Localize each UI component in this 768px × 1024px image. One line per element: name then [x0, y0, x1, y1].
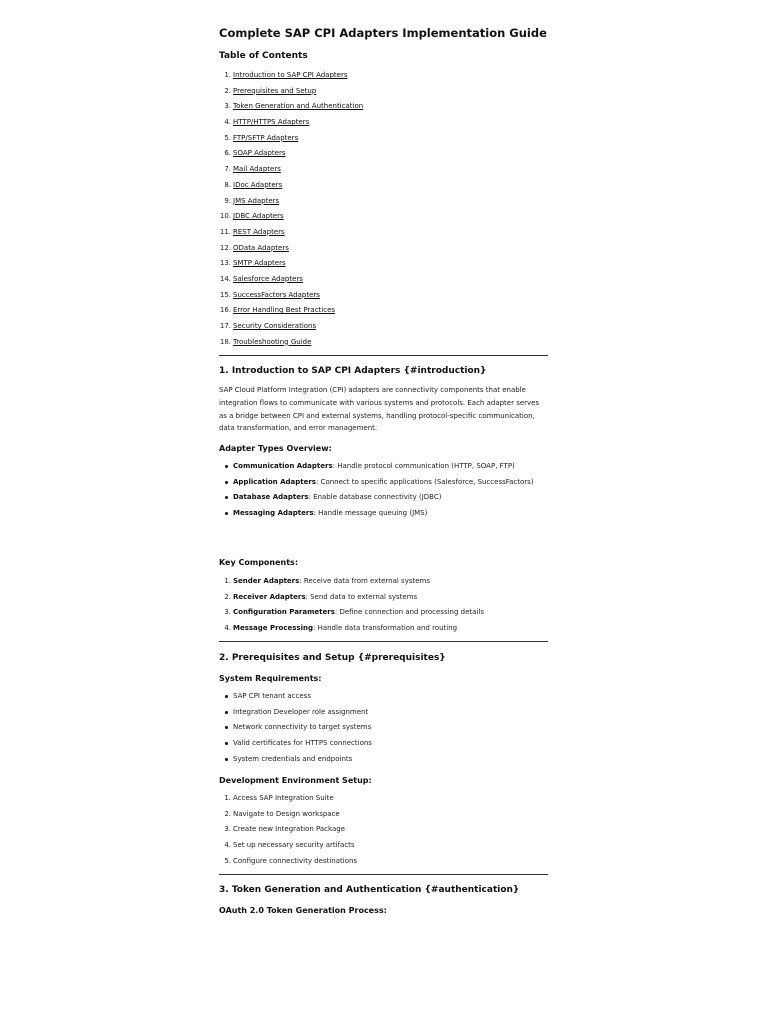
- toc-item[interactable]: 5. FTP/SFTP Adapters: [224, 133, 299, 142]
- list-item: Database Adapters: Enable database connectivity (JDBC): [219, 492, 548, 508]
- oauth-heading: OAuth 2.0 Token Generation Process:: [219, 906, 387, 915]
- toc-link[interactable]: Security Considerations: [233, 322, 317, 330]
- adapter-types-heading: Adapter Types Overview:: [219, 444, 332, 453]
- section-heading-prerequisites: 2. Prerequisites and Setup {#prerequisites}: [219, 653, 446, 663]
- dev-environment-list: [219, 793, 548, 871]
- bullet-icon: [225, 695, 228, 698]
- adapter-types-list: [219, 461, 548, 524]
- toc-item[interactable]: 14. Salesforce Adapters: [219, 274, 303, 283]
- toc-link[interactable]: SMTP Adapters: [233, 259, 286, 268]
- toc-link[interactable]: JMS Adapters: [233, 196, 280, 205]
- toc-link[interactable]: Mail Adapters: [233, 165, 281, 174]
- toc-link[interactable]: FTP/SFTP Adapters: [233, 133, 299, 142]
- bullet-icon: [225, 758, 228, 761]
- list-item: System credentials and endpoints: [219, 754, 548, 770]
- toc-item[interactable]: 6. SOAP Adapters: [224, 149, 286, 158]
- key-components-list: [219, 576, 548, 639]
- list-item: 1. Access SAP Integration Suite: [224, 794, 334, 802]
- key-components-heading: Key Components:: [219, 558, 299, 567]
- section-divider: [219, 641, 548, 642]
- toc-link[interactable]: JDBC Adapters: [233, 212, 284, 221]
- toc-link[interactable]: Salesforce Adapters: [233, 274, 303, 283]
- bullet-icon: [225, 465, 228, 468]
- list-item: Application Adapters: Connect to specific applications (Salesforce, SuccessFactors): [219, 477, 548, 493]
- toc-list: [219, 70, 548, 352]
- toc-item[interactable]: 9. JMS Adapters: [224, 196, 280, 205]
- toc-link[interactable]: OData Adapters: [233, 243, 289, 252]
- toc-item[interactable]: 8. IDoc Adapters: [224, 180, 283, 189]
- toc-item[interactable]: 10. JDBC Adapters: [219, 212, 284, 221]
- bullet-icon: [225, 496, 228, 499]
- section-divider: [219, 874, 548, 875]
- document-title: Complete SAP CPI Adapters Implementation Guide: [219, 26, 547, 40]
- toc-item[interactable]: 13. SMTP Adapters: [219, 259, 286, 268]
- toc-link[interactable]: IDoc Adapters: [233, 180, 283, 189]
- list-item: 2. Receiver Adapters: Send data to external systems: [224, 592, 418, 601]
- toc-item[interactable]: 11. REST Adapters: [219, 227, 285, 236]
- section-divider: [219, 355, 548, 356]
- toc-item[interactable]: 15. SuccessFactors Adapters: [219, 290, 320, 299]
- toc-item[interactable]: 12. OData Adapters: [219, 243, 289, 252]
- toc-heading: Table of Contents: [219, 51, 308, 61]
- intro-paragraph: SAP Cloud Platform Integration (CPI) adapters are connectivity components that enable integration flows to communicate with various systems and protocols. Each adapter serves as a bridge between CPI and external systems, handling protocol-specific communication, data transformation, and error management.: [219, 386, 540, 433]
- toc-item[interactable]: 17. Security Considerations: [219, 322, 317, 330]
- toc-item[interactable]: 4. HTTP/HTTPS Adapters: [224, 118, 310, 127]
- toc-link[interactable]: HTTP/HTTPS Adapters: [233, 118, 310, 127]
- list-item: Messaging Adapters: Handle message queuing (JMS): [219, 508, 548, 524]
- bullet-icon: [225, 742, 228, 745]
- document-content: [219, 24, 548, 915]
- toc-link[interactable]: Error Handling Best Practices: [233, 306, 336, 315]
- list-item: 5. Configure connectivity destinations: [224, 856, 358, 865]
- list-item: 1. Sender Adapters: Receive data from external systems: [224, 577, 430, 585]
- toc-link[interactable]: Introduction to SAP CPI Adapters: [233, 71, 348, 79]
- list-item: Network connectivity to target systems: [219, 722, 548, 738]
- toc-link[interactable]: Troubleshooting Guide: [233, 337, 312, 346]
- system-requirements-list: [219, 691, 548, 769]
- list-item: 4. Set up necessary security artifacts: [224, 841, 355, 850]
- toc-item[interactable]: 3. Token Generation and Authentication: [224, 102, 364, 111]
- list-item: 3. Create new Integration Package: [224, 825, 345, 834]
- toc-link[interactable]: Token Generation and Authentication: [233, 102, 364, 111]
- system-requirements-heading: System Requirements:: [219, 674, 322, 683]
- list-item: Valid certificates for HTTPS connections: [219, 738, 548, 754]
- bullet-icon: [225, 726, 228, 729]
- list-item: Integration Developer role assignment: [219, 707, 548, 723]
- toc-item[interactable]: 1. Introduction to SAP CPI Adapters: [224, 71, 348, 79]
- list-item: SAP CPI tenant access: [219, 691, 548, 707]
- list-item: 2. Navigate to Design workspace: [224, 809, 340, 818]
- bullet-icon: [225, 711, 228, 714]
- toc-item[interactable]: 2. Prerequisites and Setup: [224, 86, 317, 95]
- toc-link[interactable]: Prerequisites and Setup: [233, 86, 317, 95]
- section-heading-introduction: 1. Introduction to SAP CPI Adapters {#introduction}: [219, 366, 487, 376]
- toc-link[interactable]: REST Adapters: [233, 227, 285, 236]
- bullet-icon: [225, 512, 228, 515]
- dev-environment-heading: Development Environment Setup:: [219, 776, 372, 785]
- list-item: Communication Adapters: Handle protocol communication (HTTP, SOAP, FTP): [219, 461, 548, 477]
- list-item: 3. Configuration Parameters: Define connection and processing details: [224, 608, 484, 617]
- bullet-icon: [225, 481, 228, 484]
- toc-item[interactable]: 18. Troubleshooting Guide: [219, 337, 312, 346]
- toc-link[interactable]: SuccessFactors Adapters: [233, 290, 320, 299]
- list-item: 4. Message Processing: Handle data transformation and routing: [224, 624, 458, 633]
- toc-item[interactable]: 7. Mail Adapters: [224, 165, 281, 174]
- toc-item[interactable]: 16. Error Handling Best Practices: [219, 306, 336, 315]
- toc-link[interactable]: SOAP Adapters: [233, 149, 286, 158]
- section-heading-authentication: 3. Token Generation and Authentication {#authentication}: [219, 885, 520, 895]
